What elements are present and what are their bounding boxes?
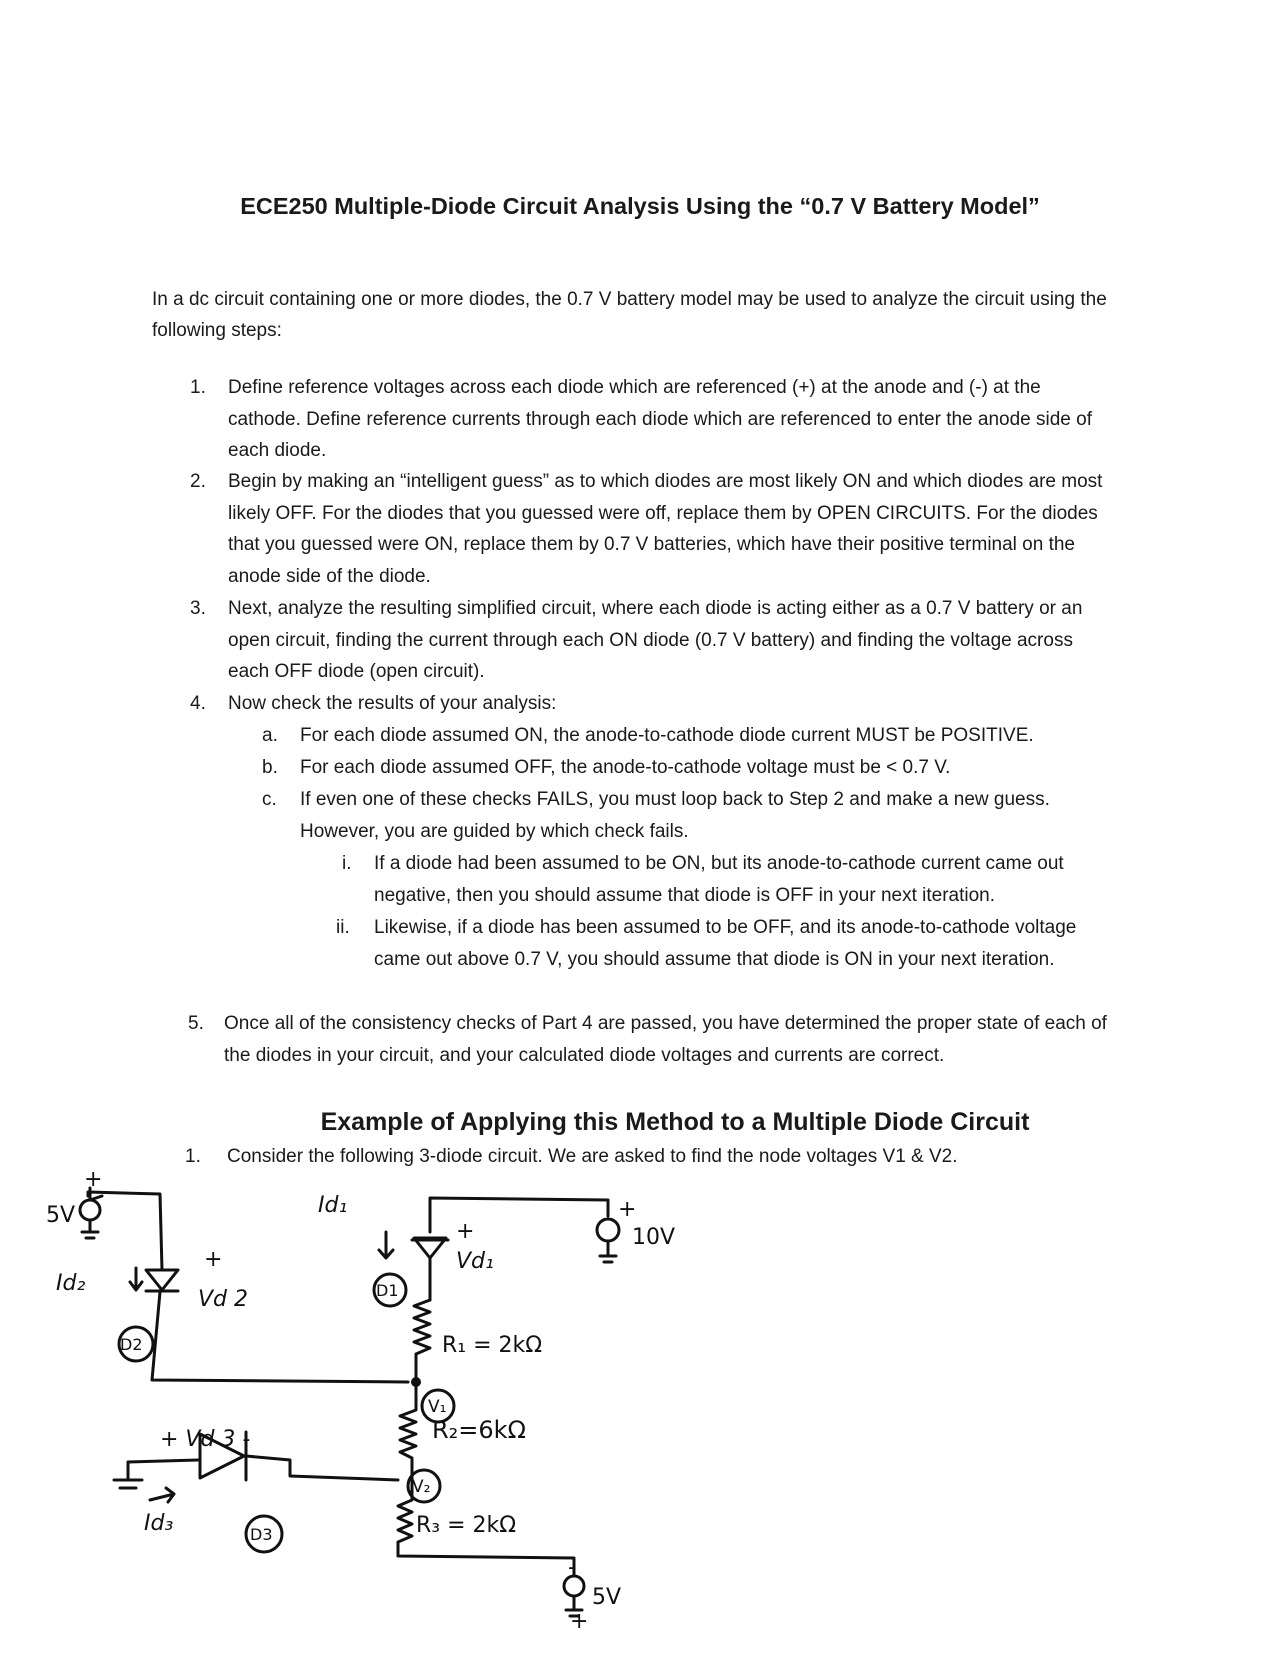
wire [152,1292,408,1382]
substep-letter: c. [262,789,277,810]
substep-letter: a. [262,725,278,746]
resistor-r1-label: R₁ = 2kΩ [442,1333,543,1358]
plus-sign: + [570,1609,589,1634]
step-text: Begin by making an “intelligent guess” as to which diodes are most likely ON and which diodes are most likely OFF. For the diodes that you guessed were off, replace them by OPEN CIRCUITS. For the diodes that you guessed were ON, replace them by 0.7 V batteries, which have their positive terminal on the anode side of the diode. [228,471,1103,587]
plus-sign: + [456,1219,475,1244]
subsubstep-text: Likewise, if a diode has been assumed to be OFF, and its anode-to-cathode voltage came out above 0.7 V, you should assume that diode is ON in your next iteration. [374,917,1077,970]
page-title: ECE250 Multiple-Diode Circuit Analysis Using the “0.7 V Battery Model” [240,193,1040,219]
diode-d2-icon [146,1270,178,1290]
step-text: Next, analyze the resulting simplified circuit, where each diode is acting either as a 0.7 V battery or an open circuit, finding the current through each ON diode (0.7 V battery) and finding the voltage across each OFF diode (open circuit). [228,598,1083,682]
source-left-label: 5V [46,1203,76,1228]
current-id3-label: Id₃ [144,1511,174,1536]
node-v1-dot [411,1377,421,1387]
substep-letter: b. [262,757,278,778]
step-text: Define reference voltages across each diode which are referenced (+) at the anode and (-) at the cathode. Define reference currents through each diode which are referenced to enter the anode side of each diode. [228,377,1092,461]
substep-text: For each diode assumed ON, the anode-to-cathode diode current MUST be POSITIVE. [300,725,1034,746]
voltage-vd3-label: + Vd 3 - [160,1427,251,1452]
step-number: 2. [190,471,206,492]
wire [246,1456,398,1480]
subsubstep-text: If a diode had been assumed to be ON, but its anode-to-cathode current came out negative, then you should assume that diode is OFF in your next iteration. [374,853,1064,906]
current-id2-label: Id₂ [56,1271,86,1296]
step-number: 4. [190,693,206,714]
plus-sign: + [618,1197,637,1222]
step-number: 5. [188,1013,204,1034]
step-number: 3. [190,598,206,619]
arrow-icon [150,1488,174,1502]
source-top-label: 10V [632,1225,676,1250]
wire [128,1460,198,1478]
resistor-r3-label: R₃ = 2kΩ [416,1513,517,1538]
arrow-icon [130,1268,142,1290]
example-heading: Example of Applying this Method to a Multiple Diode Circuit [320,1108,1030,1136]
intro-paragraph: In a dc circuit containing one or more diodes, the 0.7 V battery model may be used to analyze the circuit using the following steps: [152,289,1107,341]
source-left-symbol [80,1200,100,1220]
diode-d1-label: D1 [376,1281,399,1300]
substep-text: For each diode assumed OFF, the anode-to-cathode voltage must be < 0.7 V. [300,757,951,778]
voltage-vd1-label: Vd₁ [456,1249,494,1274]
voltage-vd2-label: Vd 2 [198,1287,249,1312]
resistor-r1-icon [414,1300,430,1380]
source-top-symbol [597,1219,619,1241]
step-text: Once all of the consistency checks of Part 4 are passed, you have determined the proper state of each of the diodes in your circuit, and your calculated diode voltages and currents are correct. [224,1013,1107,1066]
resistor-r2-label: R₂=6kΩ [432,1416,526,1444]
example-step-text: Consider the following 3-diode circuit. We are asked to find the node voltages V1 & V2. [227,1146,958,1167]
subsubstep-number: i. [342,853,352,874]
plus-sign: + [84,1167,103,1192]
resistor-r2-icon [400,1384,416,1482]
step-number: 1. [190,377,206,398]
arrow-icon [379,1232,393,1258]
substep-text: If even one of these checks FAILS, you must loop back to Step 2 and make a new guess. However, you are guided by which check fails. [300,789,1050,842]
wire [90,1196,102,1200]
diode-d3-label: D3 [250,1525,273,1544]
subsubstep-number: ii. [336,917,350,938]
minus-sign: - [568,1555,576,1580]
source-bottom-label: 5V [592,1585,622,1610]
step-text: Now check the results of your analysis: [228,693,557,714]
plus-sign: + [204,1247,223,1272]
diode-d2-label: D2 [120,1335,143,1354]
current-id1-label: Id₁ [318,1193,348,1218]
example-step-number: 1. [185,1146,201,1167]
node-v2-label: V₂ [412,1477,431,1497]
node-v1-label: V₁ [428,1397,447,1417]
